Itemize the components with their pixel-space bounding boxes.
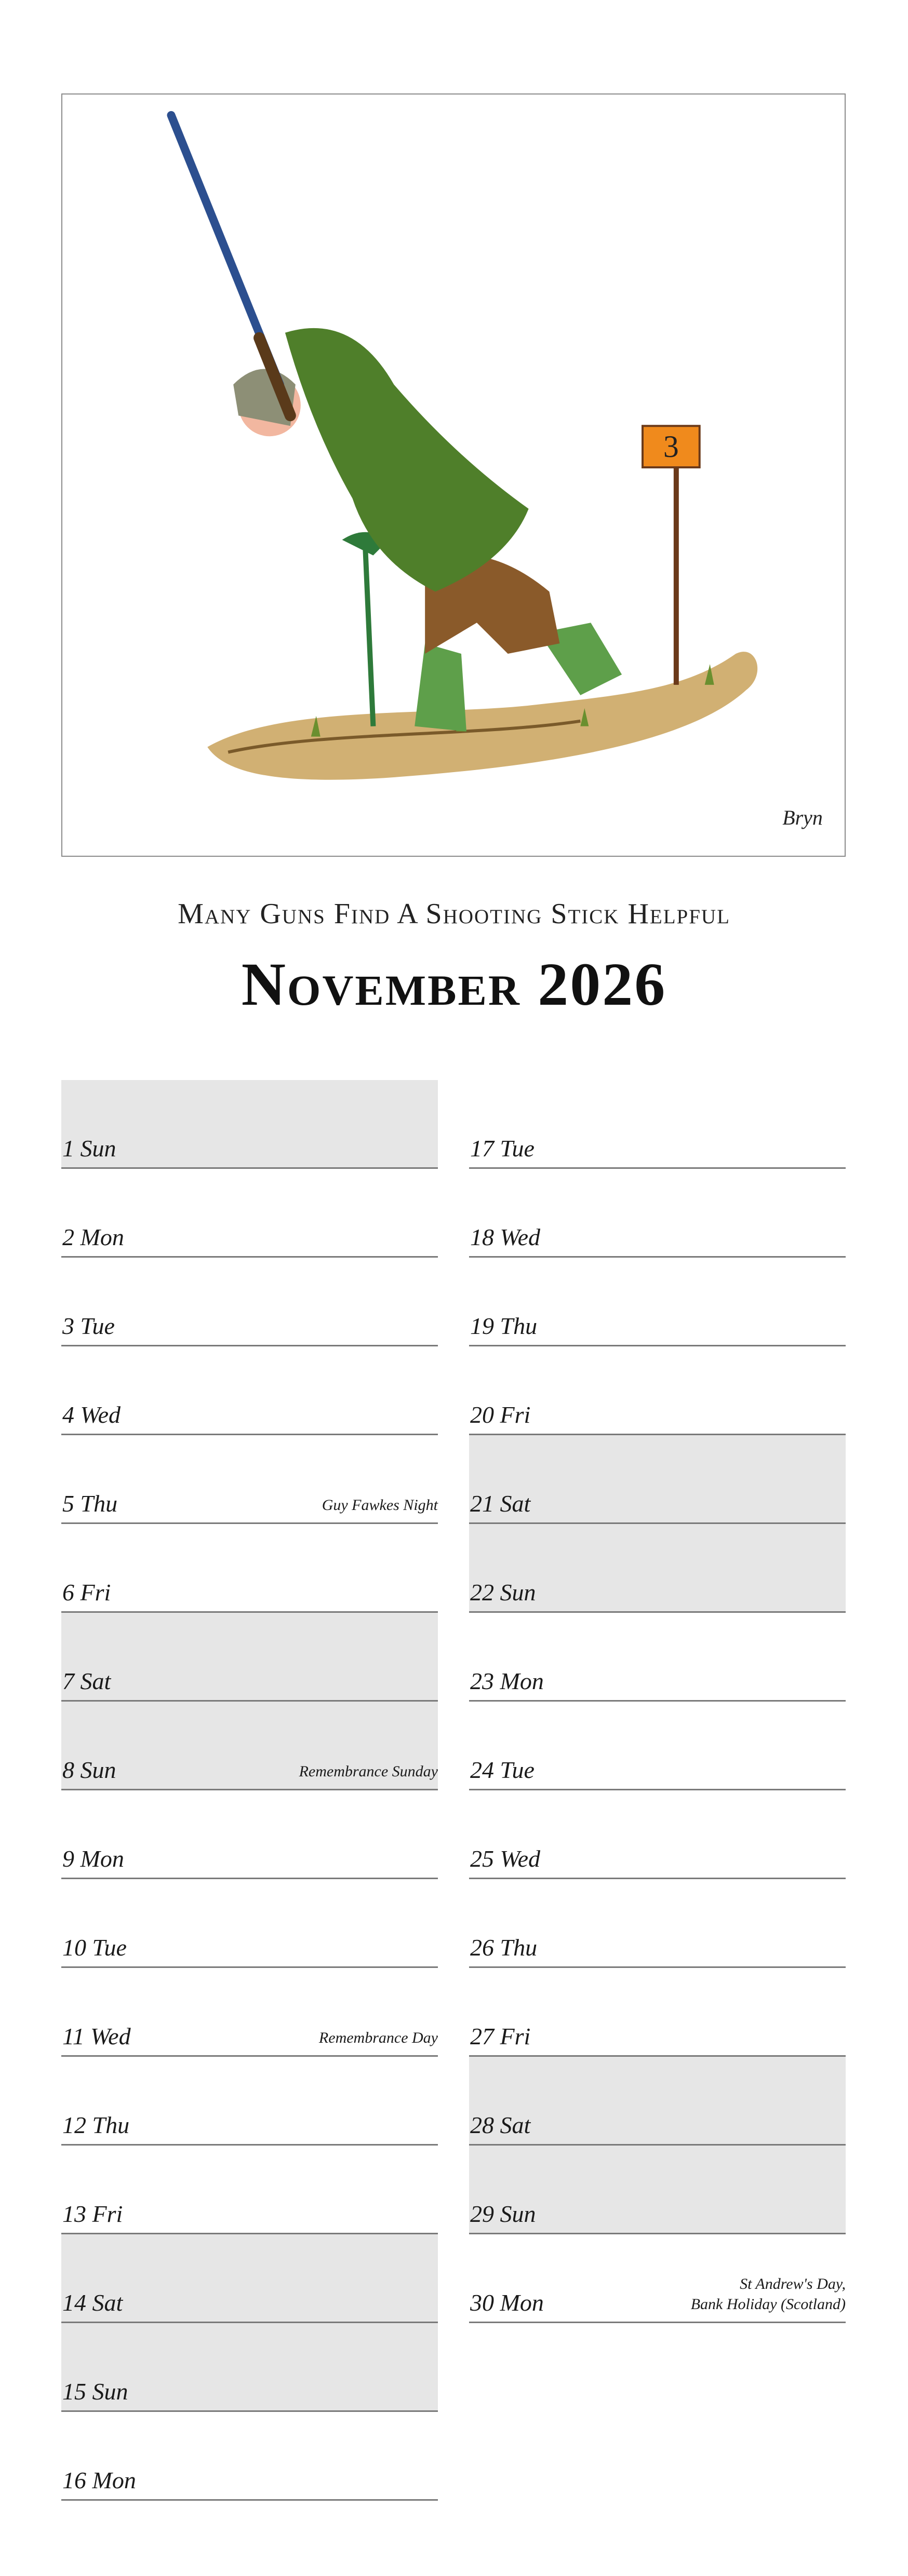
day-label: 17 Tue: [470, 1135, 535, 1162]
day-row: [61, 1879, 438, 1968]
holiday-note: Remembrance Sunday: [299, 1763, 438, 1780]
day-row: [469, 1968, 846, 2057]
day-row: [61, 1169, 438, 1258]
day-label: 20 Fri: [470, 1401, 531, 1428]
day-row: [61, 2323, 438, 2412]
day-label: 18 Wed: [470, 1224, 541, 1250]
day-row: [469, 1613, 846, 1702]
day-label: 4 Wed: [62, 1401, 121, 1428]
day-label: 6 Fri: [62, 1579, 111, 1606]
day-row: [61, 1702, 438, 1790]
illustration-caption: Many Guns Find A Shooting Stick Helpful: [178, 898, 730, 930]
day-label: 22 Sun: [470, 1579, 536, 1606]
day-label: 16 Mon: [62, 2467, 136, 2493]
day-label: 25 Wed: [470, 1845, 541, 1872]
day-label: 3 Tue: [62, 1313, 115, 1339]
day-label: 10 Tue: [62, 1934, 127, 1961]
day-label: 2 Mon: [62, 1224, 124, 1250]
day-row: [469, 1790, 846, 1879]
day-row: [61, 1346, 438, 1435]
day-row: [61, 1790, 438, 1879]
holiday-note: Guy Fawkes Night: [322, 1496, 438, 1514]
month-title: November 2026: [241, 950, 667, 1018]
right-day-column: [469, 1080, 846, 2323]
left-day-column: [61, 1080, 438, 2501]
shooter-cartoon-illustration: [62, 95, 845, 856]
day-row: [469, 1879, 846, 1968]
day-label: 8 Sun: [62, 1757, 116, 1783]
day-row: [469, 1702, 846, 1790]
holiday-note: Remembrance Day: [318, 2029, 438, 2046]
day-row: [61, 1435, 438, 1524]
day-label: 27 Fri: [470, 2023, 531, 2049]
day-row: [61, 1968, 438, 2057]
day-label: 21 Sat: [470, 1490, 531, 1517]
peg-number: 3: [663, 429, 679, 464]
day-label: 15 Sun: [62, 2378, 128, 2405]
day-row: [469, 1346, 846, 1435]
day-row: [61, 2412, 438, 2501]
day-row: [61, 1524, 438, 1613]
holiday-note: St Andrew's Day, Bank Holiday (Scotland): [690, 2275, 846, 2313]
day-label: 13 Fri: [62, 2201, 123, 2227]
day-label: 12 Thu: [62, 2112, 130, 2138]
day-row: [469, 1258, 846, 1346]
day-label: 23 Mon: [470, 1668, 544, 1694]
day-label: 9 Mon: [62, 1845, 124, 1872]
day-row: [61, 1258, 438, 1346]
day-label: 30 Mon: [470, 2289, 544, 2316]
artist-signature: Bryn: [782, 806, 823, 830]
day-row: [61, 1080, 438, 1169]
day-label: 24 Tue: [470, 1757, 535, 1783]
day-label: 26 Thu: [470, 1934, 538, 1961]
day-row: [469, 1435, 846, 1524]
day-row: [469, 1169, 846, 1258]
day-label: 5 Thu: [62, 1490, 118, 1517]
day-label: 28 Sat: [470, 2112, 531, 2138]
day-row: [61, 2146, 438, 2234]
day-label: 14 Sat: [62, 2289, 123, 2316]
day-label: 29 Sun: [470, 2201, 536, 2227]
day-row: [469, 2057, 846, 2146]
day-row: [469, 1524, 846, 1613]
day-row: [469, 2234, 846, 2323]
day-label: 19 Thu: [470, 1313, 538, 1339]
day-label: 11 Wed: [62, 2023, 131, 2049]
illustration-frame: [61, 93, 846, 857]
day-row: [469, 2146, 846, 2234]
day-label: 1 Sun: [62, 1135, 116, 1162]
day-label: 7 Sat: [62, 1668, 111, 1694]
day-row: [61, 1613, 438, 1702]
day-row: [469, 1080, 846, 1169]
day-row: [61, 2057, 438, 2146]
day-row: [61, 2234, 438, 2323]
